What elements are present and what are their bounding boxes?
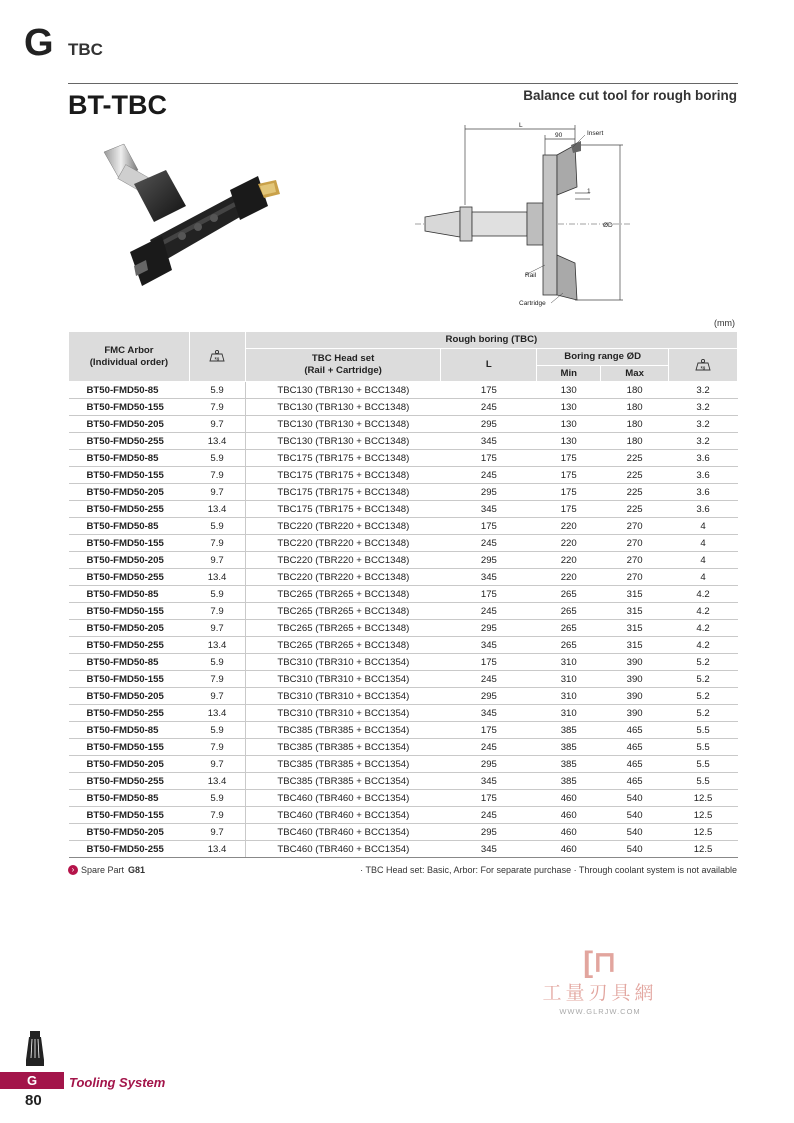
cell-max: 540 xyxy=(601,790,669,807)
cell-max: 540 xyxy=(601,841,669,858)
table-row xyxy=(69,552,738,569)
cell-arbor: BT50-FMD50-155 xyxy=(69,739,190,756)
cell-head-set: TBC310 (TBR310 + BCC1354) xyxy=(245,705,441,722)
spec-table-body xyxy=(69,382,738,858)
cell-max: 270 xyxy=(601,518,669,535)
cell-arbor-weight: 5.9 xyxy=(189,722,245,739)
cell-head-set: TBC310 (TBR310 + BCC1354) xyxy=(245,688,441,705)
cell-max: 315 xyxy=(601,586,669,603)
cell-max: 390 xyxy=(601,705,669,722)
cell-max: 540 xyxy=(601,807,669,824)
cell-L: 345 xyxy=(441,569,537,586)
cell-head-set: TBC265 (TBR265 + BCC1348) xyxy=(245,603,441,620)
cell-min: 265 xyxy=(537,620,601,637)
cell-max: 315 xyxy=(601,620,669,637)
cell-min: 385 xyxy=(537,773,601,790)
cell-arbor: BT50-FMD50-205 xyxy=(69,688,190,705)
cell-max: 390 xyxy=(601,688,669,705)
cell-arbor-weight: 5.9 xyxy=(189,450,245,467)
cell-head-weight: 3.2 xyxy=(669,433,738,450)
cell-head-weight: 3.6 xyxy=(669,501,738,518)
cell-arbor: BT50-FMD50-85 xyxy=(69,654,190,671)
cell-arbor-weight: 7.9 xyxy=(189,739,245,756)
dim-od-label: ØD xyxy=(603,222,613,229)
col-weight-arbor xyxy=(189,332,245,382)
cell-head-set: TBC460 (TBR460 + BCC1354) xyxy=(245,790,441,807)
cell-head-set: TBC310 (TBR310 + BCC1354) xyxy=(245,671,441,688)
table-row xyxy=(69,807,738,824)
cell-min: 265 xyxy=(537,586,601,603)
cell-max: 180 xyxy=(601,382,669,399)
table-row xyxy=(69,569,738,586)
cell-head-weight: 5.2 xyxy=(669,688,738,705)
cell-arbor: BT50-FMD50-255 xyxy=(69,501,190,518)
arrow-right-icon: › xyxy=(68,865,78,875)
cell-max: 225 xyxy=(601,484,669,501)
cell-L: 245 xyxy=(441,807,537,824)
table-row xyxy=(69,841,738,858)
table-row xyxy=(69,654,738,671)
cell-min: 460 xyxy=(537,824,601,841)
cell-arbor-weight: 9.7 xyxy=(189,756,245,773)
cell-arbor-weight: 13.4 xyxy=(189,569,245,586)
cell-arbor-weight: 5.9 xyxy=(189,654,245,671)
cell-L: 175 xyxy=(441,518,537,535)
cell-arbor-weight: 5.9 xyxy=(189,382,245,399)
col-max: Max xyxy=(601,366,669,382)
table-row xyxy=(69,399,738,416)
cell-head-weight: 4 xyxy=(669,535,738,552)
weight-icon xyxy=(695,359,711,371)
collet-icon xyxy=(24,1030,46,1070)
cell-min: 130 xyxy=(537,433,601,450)
dim-L-label: L xyxy=(519,122,523,129)
col-head-set: TBC Head set (Rail + Cartridge) xyxy=(245,349,441,382)
cell-head-set: TBC130 (TBR130 + BCC1348) xyxy=(245,399,441,416)
cell-min: 220 xyxy=(537,552,601,569)
cell-L: 345 xyxy=(441,501,537,518)
cartridge-label: Cartridge xyxy=(519,300,546,307)
cell-head-set: TBC130 (TBR130 + BCC1348) xyxy=(245,416,441,433)
table-row xyxy=(69,433,738,450)
footnotes: · TBC Head set: Basic, Arbor: For separate purchase · Through coolant system is not available xyxy=(360,865,737,875)
table-row xyxy=(69,756,738,773)
cell-head-set: TBC130 (TBR130 + BCC1348) xyxy=(245,433,441,450)
cell-min: 220 xyxy=(537,569,601,586)
cell-max: 390 xyxy=(601,654,669,671)
cell-L: 295 xyxy=(441,688,537,705)
table-row xyxy=(69,773,738,790)
cell-L: 245 xyxy=(441,739,537,756)
watermark-name: 工量刃具網 xyxy=(542,983,658,1004)
col-group-rough-boring: Rough boring (TBC) xyxy=(245,332,737,349)
cell-arbor-weight: 13.4 xyxy=(189,433,245,450)
cell-arbor: BT50-FMD50-85 xyxy=(69,722,190,739)
cell-min: 385 xyxy=(537,739,601,756)
dim-1-label: 1 xyxy=(587,188,591,195)
spare-part-label: Spare Part xyxy=(81,865,125,875)
watermark xyxy=(530,945,670,1016)
cell-head-set: TBC265 (TBR265 + BCC1348) xyxy=(245,620,441,637)
cell-head-weight: 12.5 xyxy=(669,841,738,858)
cell-max: 225 xyxy=(601,501,669,518)
cell-head-weight: 3.6 xyxy=(669,484,738,501)
cell-max: 390 xyxy=(601,671,669,688)
cell-L: 245 xyxy=(441,399,537,416)
cell-min: 220 xyxy=(537,535,601,552)
cell-arbor: BT50-FMD50-85 xyxy=(69,450,190,467)
col-arbor: FMC Arbor (Individual order) xyxy=(69,332,190,382)
cell-min: 310 xyxy=(537,654,601,671)
page-subtitle: Balance cut tool for rough boring xyxy=(523,88,737,103)
cell-min: 385 xyxy=(537,756,601,773)
cell-arbor: BT50-FMD50-205 xyxy=(69,552,190,569)
cell-min: 175 xyxy=(537,501,601,518)
cell-min: 265 xyxy=(537,637,601,654)
cell-arbor-weight: 7.9 xyxy=(189,603,245,620)
cell-head-weight: 3.6 xyxy=(669,450,738,467)
cell-arbor: BT50-FMD50-155 xyxy=(69,603,190,620)
cell-head-weight: 4.2 xyxy=(669,603,738,620)
cell-head-set: TBC175 (TBR175 + BCC1348) xyxy=(245,484,441,501)
cell-head-weight: 4.2 xyxy=(669,620,738,637)
cell-head-set: TBC460 (TBR460 + BCC1354) xyxy=(245,824,441,841)
cell-max: 180 xyxy=(601,433,669,450)
cell-min: 130 xyxy=(537,399,601,416)
cell-L: 175 xyxy=(441,790,537,807)
cell-arbor-weight: 5.9 xyxy=(189,586,245,603)
product-photo xyxy=(90,140,300,310)
cell-head-weight: 5.5 xyxy=(669,773,738,790)
col-min: Min xyxy=(537,366,601,382)
cell-L: 245 xyxy=(441,467,537,484)
cell-head-weight: 5.5 xyxy=(669,722,738,739)
table-row xyxy=(69,705,738,722)
cell-max: 465 xyxy=(601,773,669,790)
table-row xyxy=(69,535,738,552)
cell-arbor: BT50-FMD50-255 xyxy=(69,773,190,790)
cell-arbor-weight: 9.7 xyxy=(189,484,245,501)
cell-head-set: TBC175 (TBR175 + BCC1348) xyxy=(245,450,441,467)
cell-min: 175 xyxy=(537,450,601,467)
table-row xyxy=(69,688,738,705)
cell-min: 310 xyxy=(537,688,601,705)
cell-head-set: TBC385 (TBR385 + BCC1354) xyxy=(245,773,441,790)
cell-arbor: BT50-FMD50-255 xyxy=(69,841,190,858)
cell-L: 175 xyxy=(441,654,537,671)
table-row xyxy=(69,671,738,688)
cell-head-weight: 3.2 xyxy=(669,416,738,433)
cell-head-set: TBC220 (TBR220 + BCC1348) xyxy=(245,569,441,586)
cell-arbor: BT50-FMD50-85 xyxy=(69,586,190,603)
cell-arbor: BT50-FMD50-255 xyxy=(69,569,190,586)
cell-L: 345 xyxy=(441,637,537,654)
watermark-logo-icon: [⊓ xyxy=(583,946,617,979)
cell-min: 310 xyxy=(537,705,601,722)
cell-head-set: TBC220 (TBR220 + BCC1348) xyxy=(245,552,441,569)
cell-arbor-weight: 5.9 xyxy=(189,790,245,807)
cell-max: 270 xyxy=(601,535,669,552)
section-name: TBC xyxy=(68,40,103,59)
cell-head-weight: 12.5 xyxy=(669,824,738,841)
insert-label: Insert xyxy=(587,130,604,137)
cell-min: 175 xyxy=(537,484,601,501)
dim-90-label: 90 xyxy=(555,132,563,139)
cell-arbor: BT50-FMD50-85 xyxy=(69,790,190,807)
cell-head-weight: 5.5 xyxy=(669,739,738,756)
cell-head-set: TBC265 (TBR265 + BCC1348) xyxy=(245,586,441,603)
cell-head-weight: 3.2 xyxy=(669,382,738,399)
cell-arbor-weight: 9.7 xyxy=(189,620,245,637)
cell-max: 465 xyxy=(601,722,669,739)
page-title: BT-TBC xyxy=(68,90,167,120)
cell-arbor: BT50-FMD50-255 xyxy=(69,637,190,654)
cell-L: 295 xyxy=(441,824,537,841)
cell-head-set: TBC385 (TBR385 + BCC1354) xyxy=(245,722,441,739)
footer-section-letter: G xyxy=(26,1073,38,1088)
cell-arbor-weight: 7.9 xyxy=(189,807,245,824)
cell-max: 225 xyxy=(601,450,669,467)
cell-head-set: TBC175 (TBR175 + BCC1348) xyxy=(245,467,441,484)
table-row xyxy=(69,382,738,399)
cell-arbor: BT50-FMD50-155 xyxy=(69,467,190,484)
table-row xyxy=(69,467,738,484)
cell-max: 180 xyxy=(601,416,669,433)
cell-arbor: BT50-FMD50-205 xyxy=(69,484,190,501)
cell-head-weight: 4.2 xyxy=(669,586,738,603)
cell-min: 460 xyxy=(537,807,601,824)
cell-L: 295 xyxy=(441,552,537,569)
cell-max: 225 xyxy=(601,467,669,484)
cell-L: 175 xyxy=(441,450,537,467)
cell-arbor: BT50-FMD50-85 xyxy=(69,382,190,399)
cell-arbor-weight: 9.7 xyxy=(189,416,245,433)
cell-head-weight: 4 xyxy=(669,518,738,535)
cell-arbor-weight: 7.9 xyxy=(189,399,245,416)
cell-L: 245 xyxy=(441,671,537,688)
cell-L: 345 xyxy=(441,433,537,450)
cell-min: 385 xyxy=(537,722,601,739)
units-label: (mm) xyxy=(714,318,735,328)
cell-L: 295 xyxy=(441,620,537,637)
cell-min: 220 xyxy=(537,518,601,535)
table-row xyxy=(69,790,738,807)
cell-max: 270 xyxy=(601,569,669,586)
table-row xyxy=(69,501,738,518)
cell-max: 180 xyxy=(601,399,669,416)
footer-system-name: Tooling System xyxy=(69,1075,166,1090)
cell-head-weight: 12.5 xyxy=(669,807,738,824)
cell-arbor-weight: 9.7 xyxy=(189,688,245,705)
cell-L: 295 xyxy=(441,756,537,773)
table-row xyxy=(69,416,738,433)
cell-L: 175 xyxy=(441,586,537,603)
cell-arbor: BT50-FMD50-205 xyxy=(69,620,190,637)
cell-L: 345 xyxy=(441,705,537,722)
cell-head-set: TBC175 (TBR175 + BCC1348) xyxy=(245,501,441,518)
cell-arbor: BT50-FMD50-255 xyxy=(69,705,190,722)
col-weight-head xyxy=(669,349,738,382)
table-row xyxy=(69,450,738,467)
cell-arbor: BT50-FMD50-155 xyxy=(69,535,190,552)
cell-min: 460 xyxy=(537,790,601,807)
cell-arbor: BT50-FMD50-205 xyxy=(69,824,190,841)
cell-arbor-weight: 7.9 xyxy=(189,467,245,484)
table-row xyxy=(69,586,738,603)
cell-head-weight: 5.2 xyxy=(669,705,738,722)
cell-head-set: TBC385 (TBR385 + BCC1354) xyxy=(245,739,441,756)
cell-L: 295 xyxy=(441,484,537,501)
cell-head-weight: 5.2 xyxy=(669,654,738,671)
table-row xyxy=(69,620,738,637)
cell-L: 345 xyxy=(441,841,537,858)
cell-head-weight: 5.2 xyxy=(669,671,738,688)
cell-min: 130 xyxy=(537,416,601,433)
cell-arbor-weight: 13.4 xyxy=(189,637,245,654)
cell-arbor-weight: 9.7 xyxy=(189,552,245,569)
cell-L: 175 xyxy=(441,722,537,739)
page-number: 80 xyxy=(25,1092,42,1109)
cell-head-weight: 4.2 xyxy=(669,637,738,654)
cell-max: 270 xyxy=(601,552,669,569)
cell-arbor: BT50-FMD50-155 xyxy=(69,671,190,688)
cell-min: 460 xyxy=(537,841,601,858)
cell-arbor: BT50-FMD50-205 xyxy=(69,416,190,433)
spare-part-code: G81 xyxy=(128,865,146,875)
cell-head-weight: 4 xyxy=(669,552,738,569)
cell-arbor-weight: 7.9 xyxy=(189,535,245,552)
cell-L: 175 xyxy=(441,382,537,399)
cell-arbor-weight: 13.4 xyxy=(189,501,245,518)
col-L: L xyxy=(441,349,537,382)
cell-head-set: TBC220 (TBR220 + BCC1348) xyxy=(245,518,441,535)
cell-max: 465 xyxy=(601,756,669,773)
table-row xyxy=(69,603,738,620)
table-row xyxy=(69,637,738,654)
cell-head-set: TBC460 (TBR460 + BCC1354) xyxy=(245,807,441,824)
cell-arbor: BT50-FMD50-205 xyxy=(69,756,190,773)
cell-min: 265 xyxy=(537,603,601,620)
cell-arbor-weight: 13.4 xyxy=(189,841,245,858)
cell-L: 345 xyxy=(441,773,537,790)
cell-head-set: TBC310 (TBR310 + BCC1354) xyxy=(245,654,441,671)
cell-arbor: BT50-FMD50-255 xyxy=(69,433,190,450)
cell-min: 175 xyxy=(537,467,601,484)
cell-L: 245 xyxy=(441,535,537,552)
cell-arbor: BT50-FMD50-155 xyxy=(69,807,190,824)
cell-max: 315 xyxy=(601,603,669,620)
cell-head-set: TBC220 (TBR220 + BCC1348) xyxy=(245,535,441,552)
section-letter: G xyxy=(24,22,54,64)
cell-head-weight: 5.5 xyxy=(669,756,738,773)
cell-L: 295 xyxy=(441,416,537,433)
table-row xyxy=(69,739,738,756)
cell-min: 130 xyxy=(537,382,601,399)
cell-head-weight: 4 xyxy=(669,569,738,586)
rail-label: Rail xyxy=(525,272,537,279)
cell-head-weight: 3.2 xyxy=(669,399,738,416)
cell-head-set: TBC265 (TBR265 + BCC1348) xyxy=(245,637,441,654)
cell-max: 315 xyxy=(601,637,669,654)
col-boring-range: Boring range ØD xyxy=(537,349,669,366)
cell-arbor: BT50-FMD50-85 xyxy=(69,518,190,535)
cell-max: 465 xyxy=(601,739,669,756)
table-row xyxy=(69,722,738,739)
cell-arbor-weight: 13.4 xyxy=(189,773,245,790)
spec-table xyxy=(68,331,738,858)
cell-L: 245 xyxy=(441,603,537,620)
cell-min: 310 xyxy=(537,671,601,688)
spare-part-note xyxy=(68,865,145,875)
cell-arbor: BT50-FMD50-155 xyxy=(69,399,190,416)
cell-head-set: TBC130 (TBR130 + BCC1348) xyxy=(245,382,441,399)
cell-head-weight: 3.6 xyxy=(669,467,738,484)
svg-text:kg: kg xyxy=(214,355,220,361)
cell-arbor-weight: 9.7 xyxy=(189,824,245,841)
cell-head-weight: 12.5 xyxy=(669,790,738,807)
cell-max: 540 xyxy=(601,824,669,841)
svg-text:kg: kg xyxy=(700,364,706,370)
cell-arbor-weight: 5.9 xyxy=(189,518,245,535)
cell-arbor-weight: 7.9 xyxy=(189,671,245,688)
cell-arbor-weight: 13.4 xyxy=(189,705,245,722)
header-rule xyxy=(68,83,738,84)
weight-icon xyxy=(209,350,225,362)
watermark-url: WWW.GLRJW.COM xyxy=(559,1007,641,1016)
table-row xyxy=(69,484,738,501)
technical-drawing xyxy=(415,115,650,315)
table-row xyxy=(69,518,738,535)
table-row xyxy=(69,824,738,841)
cell-head-set: TBC460 (TBR460 + BCC1354) xyxy=(245,841,441,858)
cell-head-set: TBC385 (TBR385 + BCC1354) xyxy=(245,756,441,773)
